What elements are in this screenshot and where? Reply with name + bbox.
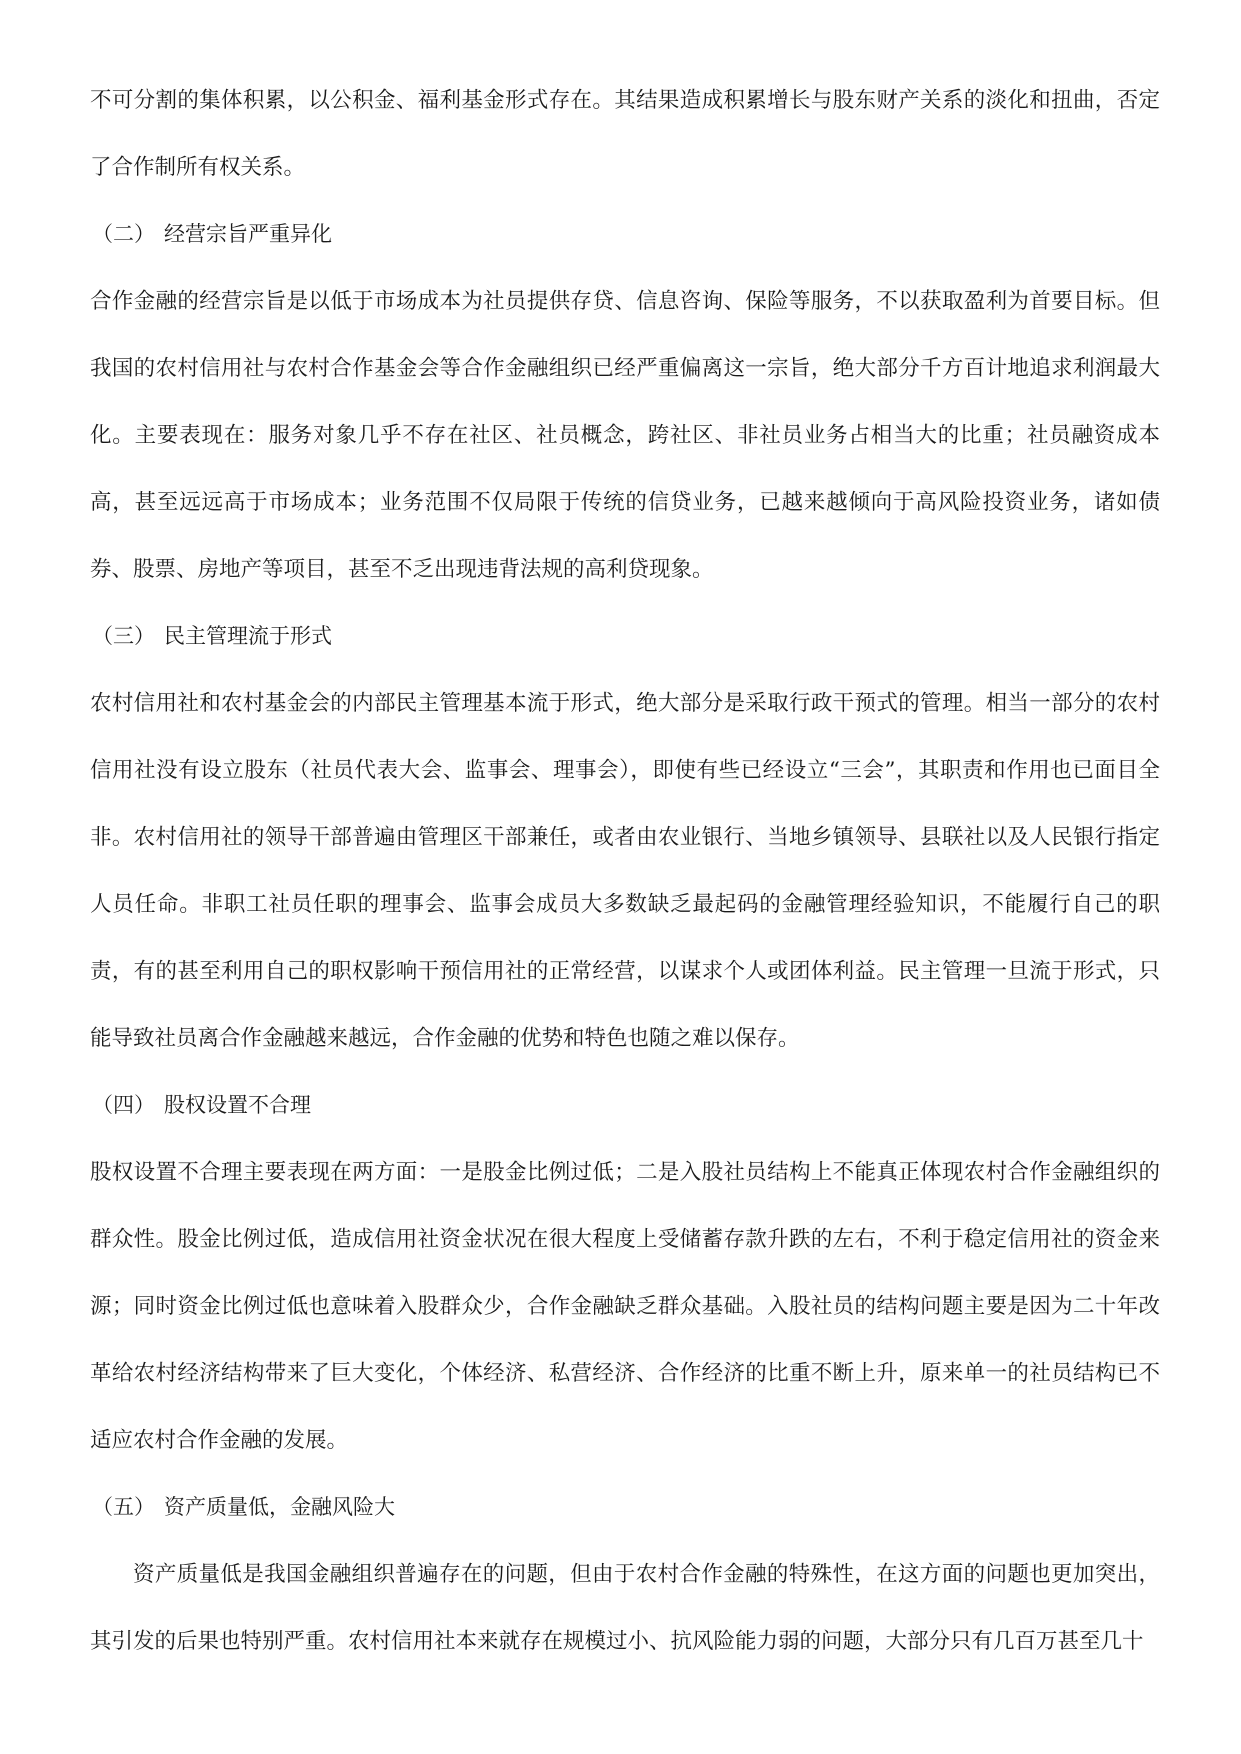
section-number: （三） — [92, 624, 155, 648]
section-number: （二） — [92, 222, 155, 246]
section-title: 民主管理流于形式 — [164, 624, 332, 648]
section-title: 经营宗旨严重异化 — [164, 222, 332, 246]
section-title: 股权设置不合理 — [164, 1093, 311, 1117]
section-heading-4 — [90, 1072, 1160, 1139]
paragraph-business-purpose: 合作金融的经营宗旨是以低于市场成本为社员提供存贷、信息咨询、保险等服务，不以获取盈利为首要目标。但我国的农村信用社与农村合作基金会等合作金融组织已经严重偏离这一宗旨，绝大部分千方百计地追求利润最大化。主要表现在：服务对象几乎不存在社区、社员概念，跨社区、非社员业务占相当大的比重；社员融资成本高，甚至远远高于市场成本；业务范围不仅局限于传统的信贷业务，已越来越倾向于高风险投资业务，诸如债券、股票、房地产等项目，甚至不乏出现违背法规的高利贷现象。 — [90, 289, 1160, 582]
paragraph-asset-quality: 资产质量低是我国金融组织普遍存在的问题，但由于农村合作金融的特殊性，在这方面的问题也更加突出，其引发的后果也特别严重。农村信用社本来就存在规模过小、抗风险能力弱的问题，大部分只有几百万甚至几十 — [90, 1562, 1160, 1654]
paragraph-democratic-management: 农村信用社和农村基金会的内部民主管理基本流于形式，绝大部分是采取行政干预式的管理。相当一部分的农村信用社没有设立股东（社员代表大会、监事会、理事会），即使有些已经设立“三会”，其职责和作用也已面目全非。农村信用社的领导干部普遍由管理区干部兼任，或者由农业银行、当地乡镇领导、县联社以及人民银行指定人员任命。非职工社员任职的理事会、监事会成员大多数缺乏最起码的金融管理经验知识，不能履行自己的职责，有的甚至利用自己的职权影响干预信用社的正常经营，以谋求个人或团体利益。民主管理一旦流于形式，只能导致社员离合作金融越来越远，合作金融的优势和特色也随之难以保存。 — [90, 691, 1160, 1051]
section-heading-2 — [90, 201, 1160, 268]
section-heading-3 — [90, 603, 1160, 670]
section-number: （五） — [92, 1495, 155, 1519]
section-title: 资产质量低，金融风险大 — [164, 1495, 395, 1519]
paragraph-collective-accumulation: 不可分割的集体积累，以公积金、福利基金形式存在。其结果造成积累增长与股东财产关系的淡化和扭曲，否定了合作制所有权关系。 — [90, 88, 1160, 180]
section-heading-5 — [90, 1474, 1160, 1541]
section-number: （四） — [92, 1093, 155, 1117]
page-text-body — [90, 67, 1160, 1675]
paragraph-equity-structure: 股权设置不合理主要表现在两方面：一是股金比例过低；二是入股社员结构上不能真正体现农村合作金融组织的群众性。股金比例过低，造成信用社资金状况在很大程度上受储蓄存款升跌的左右，不利于稳定信用社的资金来源；同时资金比例过低也意味着入股群众少，合作金融缺乏群众基础。入股社员的结构问题主要是因为二十年改革给农村经济结构带来了巨大变化，个体经济、私营经济、合作经济的比重不断上升，原来单一的社员结构已不适应农村合作金融的发展。 — [90, 1160, 1160, 1453]
